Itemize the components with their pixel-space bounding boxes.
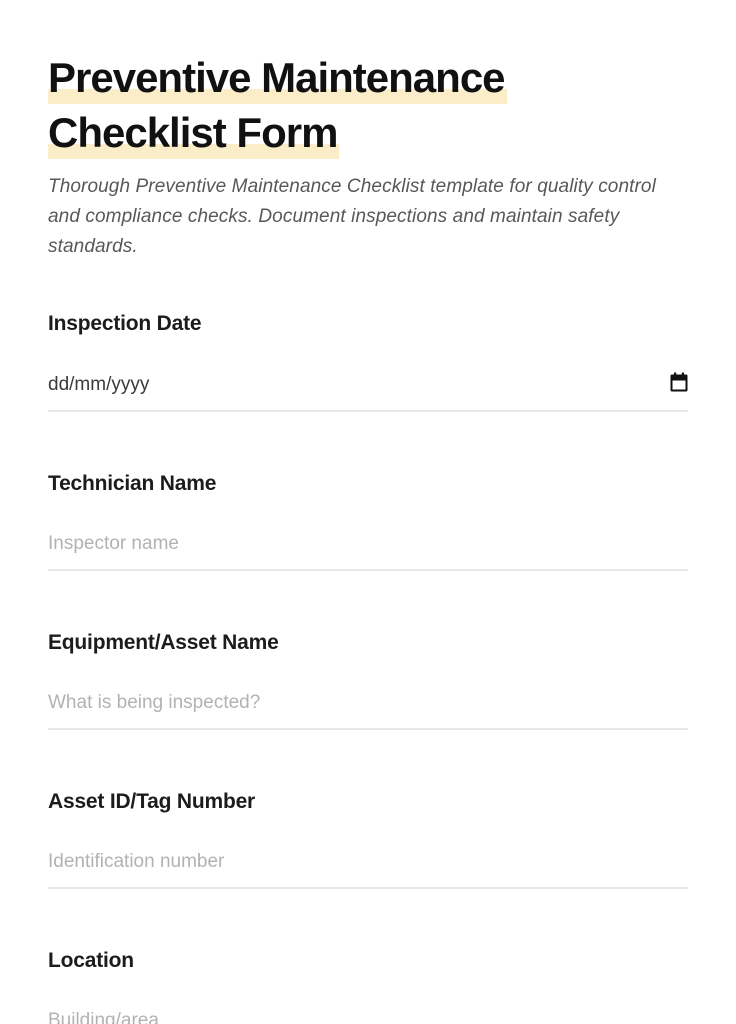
field-technician-name	[48, 470, 688, 571]
equipment-asset-name-label: Equipment/Asset Name	[48, 631, 279, 654]
technician-name-input[interactable]	[48, 532, 688, 571]
asset-id-tag-number-label: Asset ID/Tag Number	[48, 790, 256, 813]
inspection-date-value: dd/mm/yyyy	[48, 373, 150, 395]
page-title-line-2: Checklist Form	[48, 105, 337, 160]
location-input[interactable]	[48, 1009, 688, 1024]
form-container	[48, 0, 688, 1024]
inspection-date-label: Inspection Date	[48, 312, 202, 335]
calendar-icon[interactable]	[670, 372, 688, 397]
field-location	[48, 947, 688, 1024]
location-label: Location	[48, 949, 134, 972]
page-description: Thorough Preventive Maintenance Checklist template for quality control and compliance checks. Document inspections and maintain safety standards.	[48, 176, 656, 257]
inspection-date-input[interactable]	[48, 372, 688, 412]
page-title	[48, 50, 688, 160]
field-equipment-asset-name	[48, 629, 688, 730]
technician-name-label: Technician Name	[48, 472, 217, 495]
page-title-line-1: Preventive Maintenance	[48, 50, 505, 105]
field-asset-id-tag-number	[48, 788, 688, 889]
asset-id-tag-number-input[interactable]	[48, 850, 688, 889]
field-inspection-date	[48, 310, 688, 412]
equipment-asset-name-input[interactable]	[48, 691, 688, 730]
